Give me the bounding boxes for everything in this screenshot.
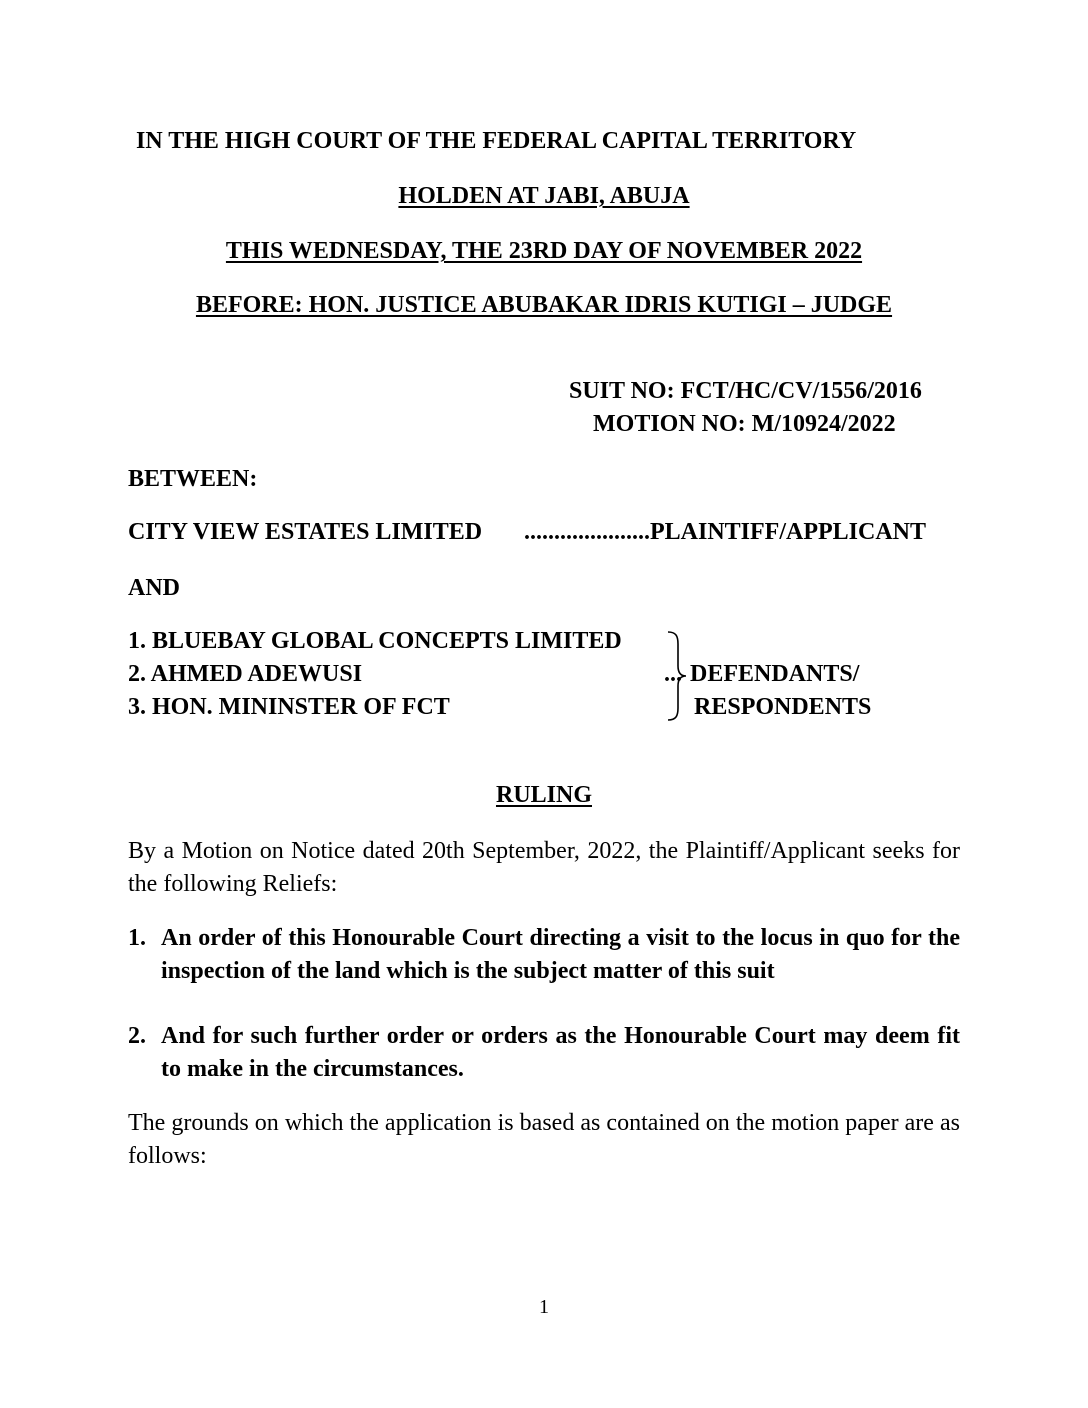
page-number: 1 — [539, 1296, 549, 1318]
defendants-dots: ... — [664, 661, 682, 687]
defendants-role: DEFENDANTS/ — [690, 661, 860, 687]
respondents-role: RESPONDENTS — [694, 694, 872, 720]
defendant-item: 3. HON. MININSTER OF FCT — [128, 694, 450, 720]
judge-line: BEFORE: HON. JUSTICE ABUBAKAR IDRIS KUTIGI – JUDGE — [195, 292, 893, 318]
defendant-item: 1. BLUEBAY GLOBAL CONCEPTS LIMITED — [128, 628, 622, 654]
and-label: AND — [128, 575, 180, 601]
grounds-paragraph: The grounds on which the application is based as contained on the motion paper are as follows: — [128, 1110, 960, 1169]
court-title: IN THE HIGH COURT OF THE FEDERAL CAPITAL TERRITORY — [136, 128, 857, 154]
defendant-item: 2. AHMED ADEWUSI — [128, 661, 363, 687]
relief-number: 1. — [128, 925, 146, 951]
relief-text: And for such further order or orders as the Honourable Court may deem fit to make in the circumstances. — [161, 1023, 960, 1082]
relief-item — [128, 1020, 960, 1086]
motion-number: MOTION NO: M/10924/2022 — [593, 411, 896, 437]
intro-paragraph: By a Motion on Notice dated 20th September, 2022, the Plaintiff/Applicant seeks for the following Reliefs: — [128, 838, 960, 897]
relief-number: 2. — [128, 1023, 146, 1049]
hearing-date: THIS WEDNESDAY, THE 23RD DAY OF NOVEMBER 2022 — [225, 238, 863, 264]
relief-item — [128, 922, 960, 988]
holden-location: HOLDEN AT JABI, ABUJA — [398, 183, 690, 209]
plaintiff-name: CITY VIEW ESTATES LIMITED — [128, 519, 483, 545]
between-label: BETWEEN: — [128, 466, 258, 492]
plaintiff-role: .....................PLAINTIFF/APPLICANT — [524, 519, 927, 545]
suit-number: SUIT NO: FCT/HC/CV/1556/2016 — [569, 378, 922, 404]
relief-text: An order of this Honourable Court directing a visit to the locus in quo for the inspection of the land which is the subject matter of this suit — [161, 925, 960, 984]
ruling-heading: RULING — [495, 782, 592, 808]
